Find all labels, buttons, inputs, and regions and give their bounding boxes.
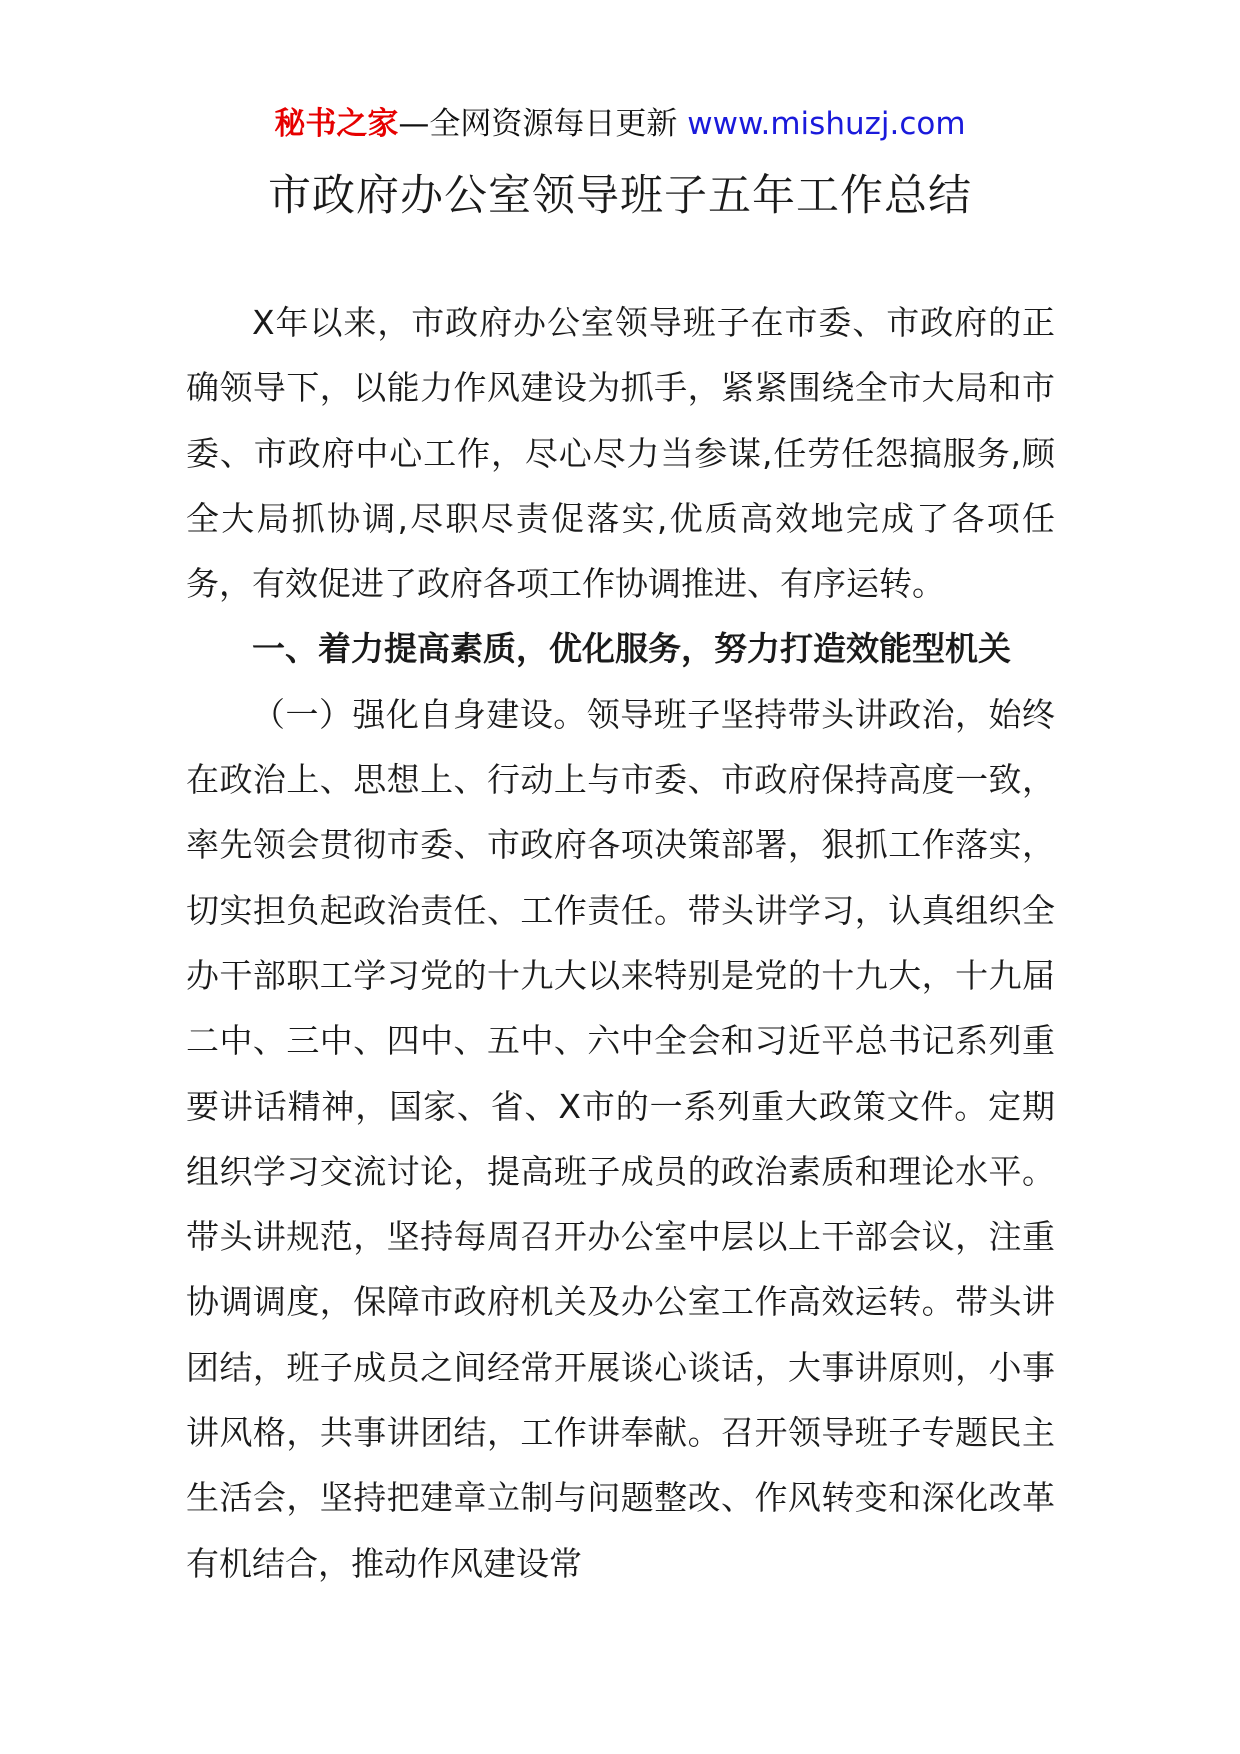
- site-header: [0, 104, 1240, 144]
- site-url-link[interactable]: www.mishuzj.com: [687, 106, 966, 142]
- section-heading-1: 一、着力提高素质，优化服务，努力打造效能型机关: [252, 629, 1011, 669]
- document-title: 市政府办公室领导班子五年工作总结: [268, 171, 972, 221]
- paragraph-intro: X年以来，市政府办公室领导班子在市委、市政府的正确领导下，以能力作风建设为抓手，紧紧围绕全市大局和市委、市政府中心工作，尽心尽力当参谋,任劳任怨搞服务,顾全大局抓协调,尽职尽责促落实,优质高效地完成了各项任务，有效促进了政府各项工作协调推进、有序运转。: [186, 303, 1055, 604]
- site-brand: 秘书之家: [274, 106, 399, 142]
- site-tagline: —全网资源每日更新: [398, 106, 678, 142]
- paragraph-self-building: （一）强化自身建设。领导班子坚持带头讲政治，始终在政治上、思想上、行动上与市委、市政府保持高度一致，率先领会贯彻市委、市政府各项决策部署，狠抓工作落实，切实担负起政治责任、工作责任。带头讲学习，认真组织全办干部职工学习党的十九大以来特别是党的十九大，十九届二中、三中、四中、五中、六中全会和习近平总书记系列重要讲话精神，国家、省、X市的一系列重大政策文件。定期组织学习交流讨论，提高班子成员的政治素质和理论水平。带头讲规范，坚持每周召开办公室中层以上干部会议，注重协调调度，保障市政府机关及办公室工作高效运转。带头讲团结，班子成员之间经常开展谈心谈话，大事讲原则，小事讲风格，共事讲团结，工作讲奉献。召开领导班子专题民主生活会，坚持把建章立制与问题整改、作风转变和深化改革有机结合，推动作风建设常: [186, 694, 1055, 1583]
- document-body: [186, 290, 1055, 1596]
